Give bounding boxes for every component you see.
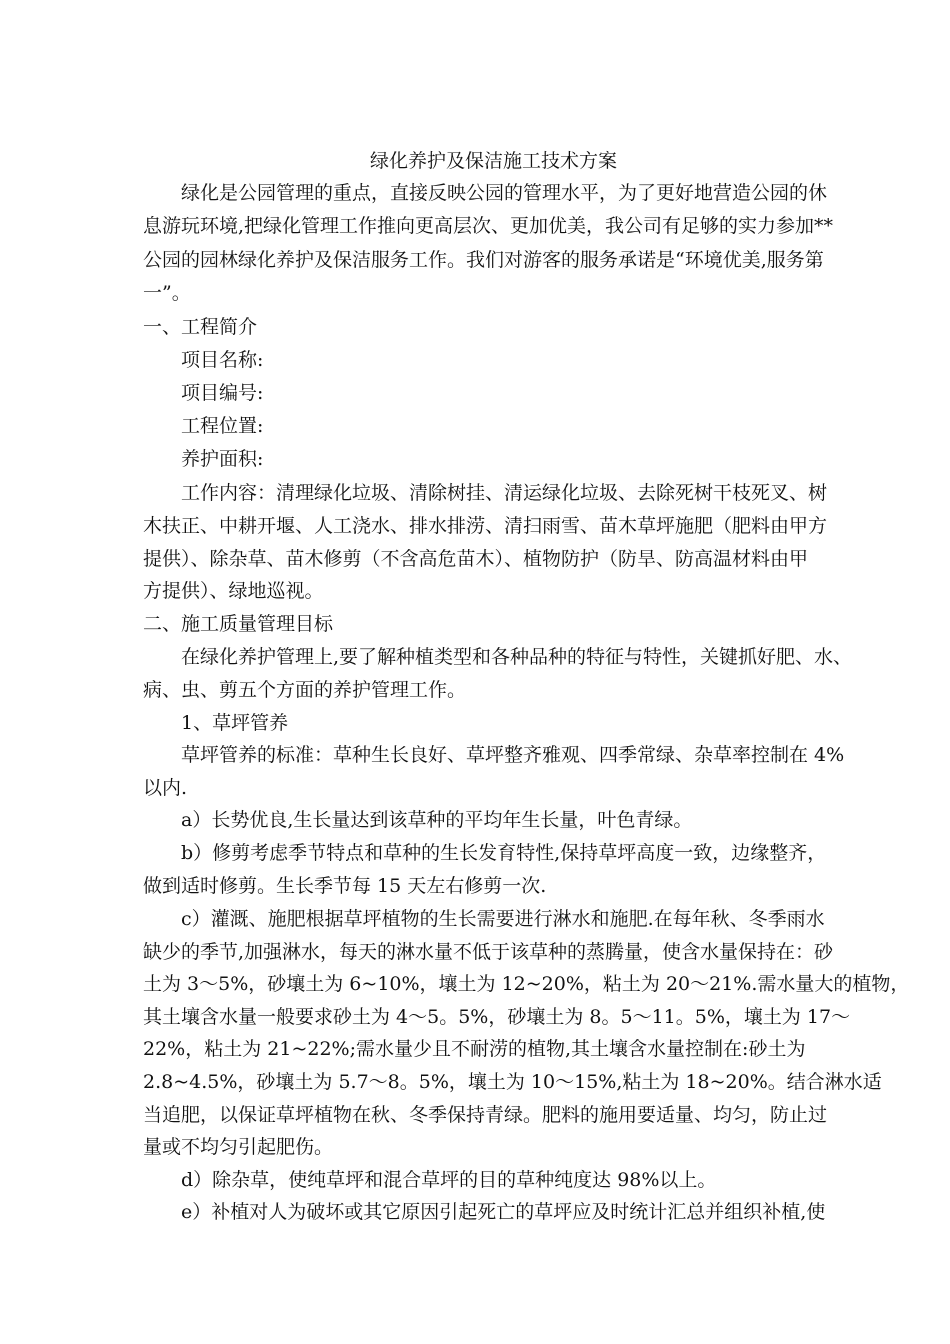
paragraph-line: 木扶正、中耕开堰、人工浇水、排水排涝、清扫雨雪、苗木草坪施肥（肥料由甲方 xyxy=(143,515,828,537)
list-item-continuation: 2.8~4.5%，砂壤土为 5.7～8。5%，壤土为 10～15%,粘土为 18~20%。结合淋水适 xyxy=(143,1071,882,1093)
paragraph-line: 方提供）、绿地巡视。 xyxy=(143,580,324,602)
list-item-continuation: 22%，粘土为 21~22%;需水量少且不耐涝的植物,其土壤含水量控制在:砂土为 xyxy=(143,1038,806,1060)
list-item: c）灌溉、施肥根据草坪植物的生长需要进行淋水和施肥.在每年秋、冬季雨水 xyxy=(181,908,825,930)
list-item: e）补植对人为破坏或其它原因引起死亡的草坪应及时统计汇总并组织补植,使 xyxy=(181,1201,826,1223)
document-title: 绿化养护及保洁施工技术方案 xyxy=(370,150,618,172)
list-item-continuation: 缺少的季节,加强淋水，每天的淋水量不低于该草种的蒸腾量，使含水量保持在：砂 xyxy=(143,941,834,963)
paragraph-line: 草坪管养的标准：草种生长良好、草坪整齐雅观、四季常绿、杂草率控制在 4% xyxy=(181,744,845,766)
list-item: a）长势优良,生长量达到该草种的平均年生长量，叶色青绿。 xyxy=(181,809,693,831)
list-item-continuation: 量或不均匀引起肥伤。 xyxy=(143,1136,334,1158)
paragraph-line: 在绿化养护管理上,要了解种植类型和各种品种的特征与特性，关键抓好肥、水、 xyxy=(181,646,853,668)
section-heading: 一、工程简介 xyxy=(143,316,258,338)
field-label: 养护面积: xyxy=(181,448,264,470)
field-label: 工程位置: xyxy=(181,415,264,437)
paragraph-line: 息游玩环境,把绿化管理工作推向更高层次、更加优美，我公司有足够的实力参加** xyxy=(143,215,834,237)
list-item: d）除杂草，使纯草坪和混合草坪的目的草种纯度达 98%以上。 xyxy=(181,1169,717,1191)
paragraph-line: 以内. xyxy=(143,777,188,799)
paragraph-line: 提供）、除杂草、苗木修剪（不含高危苗木）、植物防护（防旱、防高温材料由甲 xyxy=(143,548,809,570)
list-item-continuation: 做到适时修剪。生长季节每 15 天左右修剪一次. xyxy=(143,875,547,897)
field-label: 项目名称: xyxy=(181,349,264,371)
field-label: 项目编号: xyxy=(181,382,264,404)
section-heading: 二、施工质量管理目标 xyxy=(143,613,334,635)
list-item-continuation: 其土壤含水量一般要求砂土为 4～5。5%，砂壤土为 8。5～11。5%，壤土为 17～ xyxy=(143,1006,851,1028)
paragraph-line: 病、虫、剪五个方面的养护管理工作。 xyxy=(143,679,467,701)
list-item: b）修剪考虑季节特点和草种的生长发育特性,保持草坪高度一致，边缘整齐， xyxy=(181,842,827,864)
paragraph-line: 绿化是公园管理的重点，直接反映公园的管理水平，为了更好地营造公园的休 xyxy=(181,182,828,204)
subsection-heading: 1、草坪管养 xyxy=(181,712,289,734)
list-item-continuation: 土为 3～5%，砂壤土为 6~10%，壤土为 12~20%，粘土为 20～21%.需水量大的植物， xyxy=(143,973,910,995)
list-item-continuation: 当追肥，以保证草坪植物在秋、冬季保持青绿。肥料的施用要适量、均匀，防止过 xyxy=(143,1104,828,1126)
paragraph-line: 公园的园林绿化养护及保洁服务工作。我们对游客的服务承诺是“环境优美,服务第 xyxy=(143,249,824,271)
paragraph-line: 一”。 xyxy=(143,282,191,304)
paragraph-line: 工作内容：清理绿化垃圾、清除树挂、清运绿化垃圾、去除死树干枝死叉、树 xyxy=(181,482,828,504)
